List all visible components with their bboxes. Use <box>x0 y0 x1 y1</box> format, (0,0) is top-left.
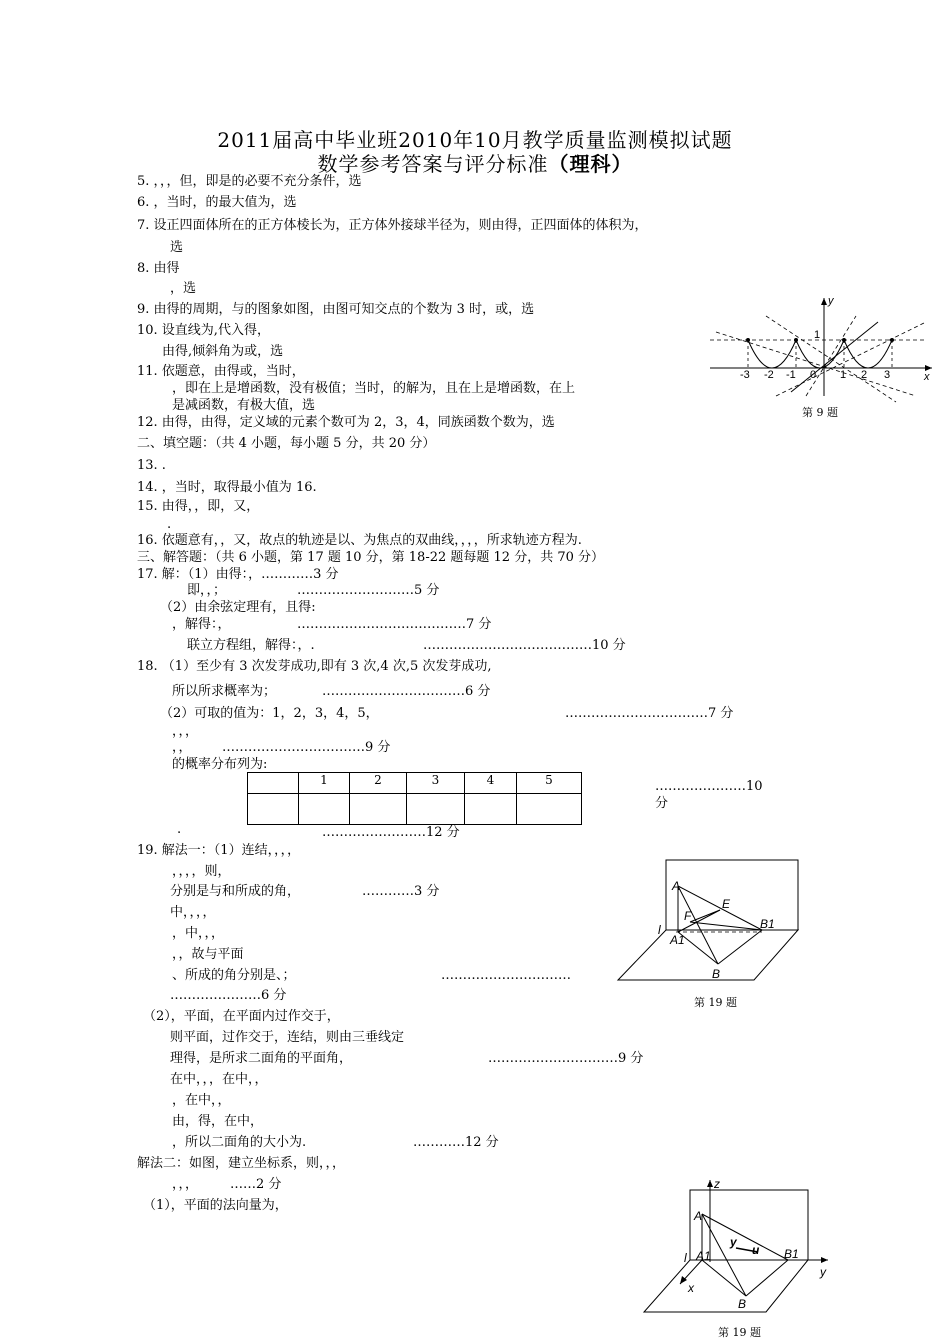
answer-line: . <box>177 822 182 837</box>
figure-q19-caption: 第 19 题 <box>694 996 737 1009</box>
table-row <box>248 773 582 794</box>
line-label: l <box>684 1251 687 1265</box>
score-line: ……2 分 <box>230 1177 282 1192</box>
table-cell: 1 <box>299 773 350 794</box>
axis-label: y <box>820 1265 826 1279</box>
answer-line: ，即在上是增函数，没有极值；当时，的解为，且在上是增函数，在上 <box>172 381 576 396</box>
answer-line: . <box>167 517 172 532</box>
section-heading: 三、解答题：（共 6 小题，第 17 题 10 分，第 18-22 题每题 12 分，共 70 分） <box>137 550 605 565</box>
answer-line: 14. ，当时，取得最小值为 16. <box>137 480 317 495</box>
answer-line: 分别是与和所成的角， <box>170 884 301 899</box>
answer-line: 所以所求概率为； <box>172 684 277 699</box>
answer-line: ，在中，， <box>172 1093 231 1108</box>
section-heading: 二、填空题：（共 4 小题，每小题 5 分，共 20 分） <box>137 436 436 451</box>
answer-line: ，，，，则， <box>172 864 231 879</box>
tick-label: 3 <box>884 369 891 381</box>
answer-line: 理得，是所求二面角的平面角， <box>170 1051 353 1066</box>
point-label: A <box>694 1209 703 1223</box>
answer-line: ，中，，， <box>172 926 225 941</box>
table-cell <box>248 773 299 794</box>
line-label: l <box>658 923 661 937</box>
answer-line: （2），平面，在平面内过作交于， <box>143 1009 340 1024</box>
answer-line: 18. （1）至少有 3 次发芽成功,即有 3 次,4 次,5 次发芽成功, <box>137 659 492 674</box>
answer-line: ，选 <box>170 281 197 296</box>
score-line: …………3 分 <box>362 884 440 899</box>
answer-line: 10. 设直线为,代入得， <box>137 323 270 338</box>
point-label: A <box>672 879 681 893</box>
answer-line: 解法二：如图，建立坐标系，则，，， <box>137 1156 346 1171</box>
answer-line: 19. 解法一：（1）连结，，，， <box>137 843 301 858</box>
score-line: …………………6 分 <box>170 988 287 1003</box>
figure-q19-coordinates <box>640 1174 840 1322</box>
answer-line: ，，故与平面 <box>172 947 244 962</box>
answer-line: 7. 设正四面体所在的正方体棱长为，正方体外接球半径为，则由得，正四面体的体积为， <box>137 218 648 233</box>
table-cell: 5 <box>517 773 582 794</box>
point-label: A1 <box>670 933 685 947</box>
answer-line: 11. 依题意，由得或，当时， <box>137 364 305 379</box>
score-line: …………………10 <box>655 779 763 794</box>
score-line: …………………………………7 分 <box>297 617 492 632</box>
answer-line: （1），平面的法向量为， <box>143 1198 288 1213</box>
table-cell <box>465 794 517 825</box>
point-label: B <box>738 1297 747 1311</box>
answer-line: 13. . <box>137 458 166 473</box>
subtitle-tag: （理科） <box>548 152 633 176</box>
answer-line: ，所以二面角的大小为. <box>172 1135 307 1150</box>
score-line: …………………………9 分 <box>488 1051 644 1066</box>
answer-line: ，，， <box>172 724 199 739</box>
score-line: ……………………12 分 <box>322 825 460 840</box>
point-label: B1 <box>760 917 775 931</box>
figure-q9-caption: 第 9 题 <box>802 406 838 419</box>
point-label: B1 <box>784 1247 799 1261</box>
table-cell <box>350 794 407 825</box>
answer-line: 由，得，在中， <box>172 1114 264 1129</box>
answer-line: 12. 由得，由得，定义域的元素个数可为 2，3，4，同族函数个数为，选 <box>137 415 555 430</box>
score-line: ……………………………6 分 <box>322 684 491 699</box>
answer-line: 联立方程组，解得：，. <box>187 638 315 653</box>
score-line: 分 <box>655 796 669 811</box>
answer-line: 6. ，当时，的最大值为，选 <box>137 195 297 210</box>
tick-label: -2 <box>764 369 774 381</box>
table-cell <box>299 794 350 825</box>
answer-line: 选 <box>170 240 184 255</box>
table-cell: 2 <box>350 773 407 794</box>
score-line: ………………………… <box>441 968 571 983</box>
point-label: E <box>722 897 731 911</box>
table-cell <box>248 794 299 825</box>
vector-label: y <box>730 1235 737 1249</box>
document-subtitle <box>0 148 950 177</box>
document-title: 2011届高中毕业班2010年10月教学质量监测模拟试题 <box>217 128 733 152</box>
answer-line: 即，，； <box>187 583 227 598</box>
tick-label: 2 <box>861 369 868 381</box>
answer-line: 由得,倾斜角为或，选 <box>162 344 284 359</box>
table-cell: 4 <box>465 773 517 794</box>
vector-label: u <box>752 1243 760 1257</box>
table-cell <box>407 794 465 825</box>
score-line: ……………………………7 分 <box>565 706 734 721</box>
score-line: ………………………5 分 <box>297 583 440 598</box>
figure-q19-dihedral <box>614 856 820 988</box>
answer-line: ，，， <box>172 1177 199 1192</box>
point-label: F <box>684 909 692 923</box>
answer-line: 5. ，，，但，即是的必要不充分条件，选 <box>137 174 362 189</box>
table-row <box>248 794 582 825</box>
table-cell: 3 <box>407 773 465 794</box>
figure-q19b-caption: 第 19 题 <box>718 1326 761 1339</box>
answer-line: 的概率分布列为: <box>172 757 268 772</box>
score-line: …………12 分 <box>413 1135 499 1150</box>
answer-line: 是减函数，有极大值，选 <box>172 398 316 413</box>
answer-line: 中，，，， <box>170 905 216 920</box>
point-label: A1 <box>696 1249 711 1263</box>
y-axis-label: y <box>828 295 834 307</box>
answer-line: 17. 解：（1）由得：，…………3 分 <box>137 567 339 582</box>
origin-label: 0 <box>810 369 817 381</box>
answer-line: 则平面，过作交于，连结，则由三垂线定 <box>170 1030 405 1045</box>
answer-line: 9. 由得的周期，与的图象如图，由图可知交点的个数为 3 时，或，选 <box>137 302 535 317</box>
tick-label: -3 <box>740 369 750 381</box>
score-line: …………………………………10 分 <box>423 638 626 653</box>
tick-label: -1 <box>786 369 796 381</box>
probability-distribution-table <box>247 772 582 825</box>
figure-q9-graph <box>706 292 938 404</box>
one-label: 1 <box>814 329 821 341</box>
point-label: B <box>712 967 721 981</box>
answer-line: （2）可取的值为：1，2，3，4，5， <box>160 706 379 721</box>
answer-line: ，解得：， <box>172 617 231 632</box>
subtitle-text: 数学参考答案与评分标准 <box>317 152 549 176</box>
table-cell <box>517 794 582 825</box>
answer-line: （2）由余弦定理有，且得: <box>160 600 316 615</box>
answer-line: 、所成的角分别是、； <box>172 968 296 983</box>
tick-label: 1 <box>840 369 847 381</box>
x-axis-label: x <box>924 371 930 383</box>
answer-line: ，， <box>172 740 192 755</box>
answer-line: 8. 由得 <box>137 261 180 276</box>
answer-line: 16. 依题意有，，又，故点的轨迹是以、为焦点的双曲线，，，，所求轨迹方程为. <box>137 533 582 548</box>
axis-label: x <box>688 1281 694 1295</box>
score-line: ……………………………9 分 <box>222 740 391 755</box>
answer-line: 15. 由得，，即，又， <box>137 499 260 514</box>
answer-line: 在中，，，在中，， <box>170 1072 268 1087</box>
axis-label: z <box>714 1177 720 1191</box>
